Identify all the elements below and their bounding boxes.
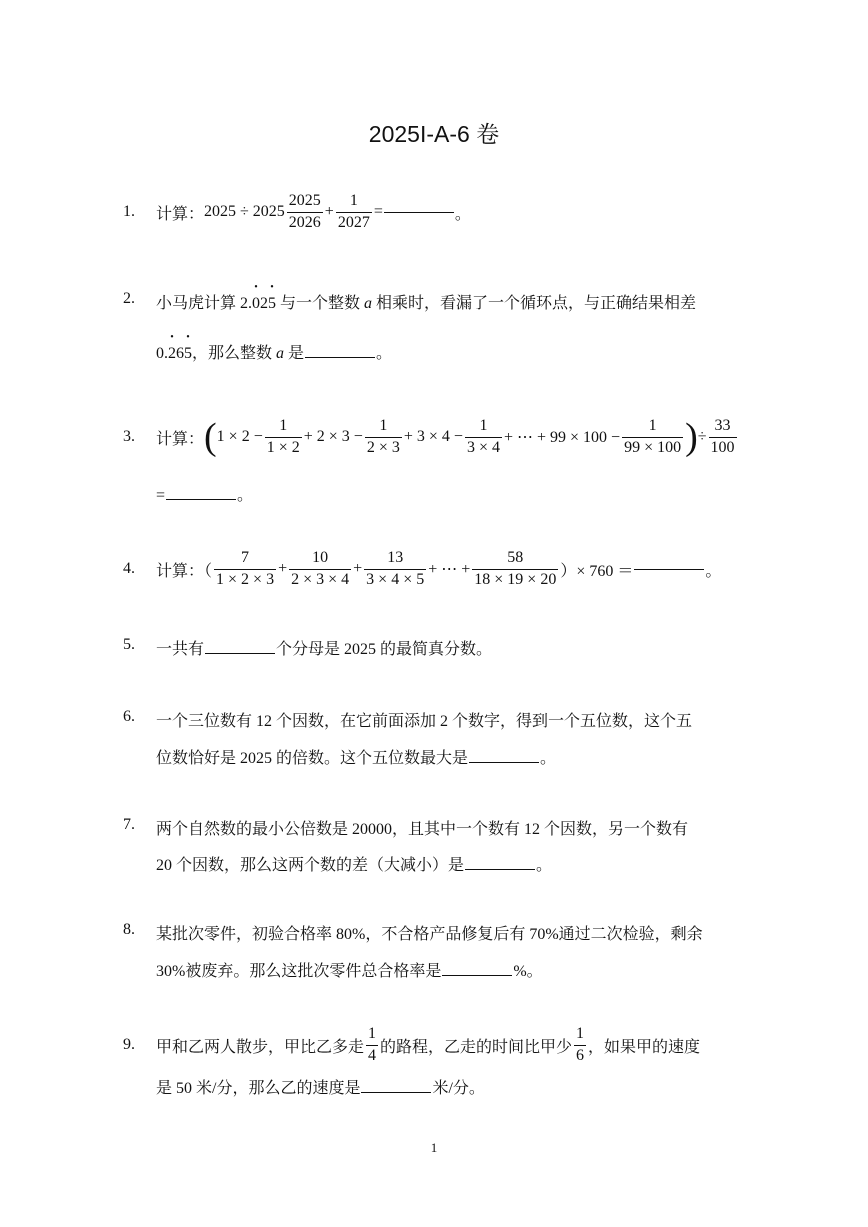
operator: ÷ <box>697 428 707 445</box>
fraction: $\frac{1}{6}$ <box>576 1024 585 1064</box>
digit: 2 <box>260 295 269 312</box>
question-text: 计算：（ <box>156 562 213 580</box>
question-number: 4. <box>123 560 135 577</box>
operator: = <box>373 203 383 220</box>
math-term: 1 × 2 − <box>216 428 263 445</box>
punctuation: 。 <box>237 487 254 504</box>
operator: + <box>324 203 334 220</box>
question-text: 某批次零件，初验合格率 80%，不合格产品修复后有 70%通过二次检验，剩余 <box>156 926 703 943</box>
question-text: 计算： <box>156 205 205 223</box>
fraction: $\frac{1}{2027}$ <box>337 191 370 231</box>
question-number: 7. <box>123 816 135 833</box>
question-text: 小马虎计算 2. <box>156 295 253 312</box>
question-text: 位数恰好是 2025 的倍数。这个五位数最大是 <box>156 750 469 767</box>
fraction: $\frac{1}{2 \times 3}$ <box>366 416 400 456</box>
punctuation: 。 <box>540 750 557 767</box>
punctuation: 。 <box>376 345 393 362</box>
fraction: $\frac{58}{18 \times 19 \times 20}$ <box>474 548 557 588</box>
variable: a <box>276 345 285 362</box>
answer-blank[interactable] <box>634 568 704 570</box>
question-text: 是 <box>288 345 305 362</box>
answer-blank[interactable] <box>465 868 535 870</box>
repeat-dot-digit: • 0 <box>252 295 260 313</box>
answer-blank[interactable] <box>361 1091 431 1093</box>
fraction: $\frac{1}{4}$ <box>368 1024 377 1064</box>
question-text: 一共有 <box>156 641 205 658</box>
math-term: ）× 760 ＝ <box>560 562 634 580</box>
question-text: 一个三位数有 12 个因数，在它前面添加 2 个数字，得到一个五位数，这个五 <box>156 713 693 730</box>
question-4 <box>0 544 868 594</box>
answer-blank[interactable] <box>384 211 454 213</box>
fraction: $\frac{10}{2 \times 3 \times 4}$ <box>291 548 350 588</box>
question-3 <box>0 412 868 504</box>
question-text: 两个自然数的最小公倍数是 20000，且其中一个数有 12 个因数，另一个数有 <box>156 821 689 838</box>
repeat-dot-digit: • 5 <box>268 295 276 313</box>
question-text: ，那么整数 <box>192 345 273 362</box>
punctuation: 。 <box>536 857 553 874</box>
question-text: 的路程，乙走的时间比甲少 <box>380 1038 573 1056</box>
fraction: $\frac{13}{3 \times 4 \times 5}$ <box>366 548 425 588</box>
left-paren: ( <box>204 416 217 458</box>
question-text: 个分母是 2025 的最简真分数。 <box>276 641 493 658</box>
question-number: 1. <box>123 203 135 220</box>
fraction: $\frac{1}{1 \times 2}$ <box>266 416 300 456</box>
decimal: 0. <box>156 345 168 362</box>
question-text: 30%被废弃。那么这批次零件总合格率是 <box>156 963 442 980</box>
operator: + <box>353 560 363 577</box>
question-text: 计算： <box>156 430 205 448</box>
question-text: 20 个因数，那么这两个数的差（大减小）是 <box>156 857 465 874</box>
answer-blank[interactable] <box>205 652 275 654</box>
variable: a <box>364 295 373 312</box>
fraction: $\frac{7}{1 \times 2 \times 3}$ <box>216 548 275 588</box>
punctuation: 。 <box>705 562 722 580</box>
repeat-dot-digit: • 5 <box>184 345 192 363</box>
math-term: + ⋯ + 99 × 100 − <box>503 429 621 446</box>
question-1 <box>0 187 868 237</box>
fraction: $\frac{2025}{2026}$ <box>288 191 321 231</box>
punctuation: 。 <box>454 205 471 223</box>
fraction: $\frac{1}{3 \times 4}$ <box>466 416 500 456</box>
page-title: 2025I-A-6 卷 <box>368 121 500 147</box>
right-paren: ) <box>685 416 698 458</box>
fraction: $\frac{1}{99 \times 100}$ <box>624 416 682 456</box>
question-text: 与一个整数 <box>280 295 361 312</box>
question-number: 2. <box>123 290 135 307</box>
question-text: 相乘时，看漏了一个循环点，与正确结果相差 <box>376 295 697 312</box>
question-text: ，如果甲的速度 <box>588 1038 701 1056</box>
operator: = <box>156 487 166 504</box>
question-9 <box>0 1020 868 1097</box>
math-term: + ⋯ + <box>428 561 471 578</box>
digit: 6 <box>176 345 184 362</box>
page-number: 1 <box>430 1140 438 1155</box>
question-number: 6. <box>123 708 135 725</box>
math-term: + 3 × 4 − <box>403 428 463 445</box>
answer-blank[interactable] <box>305 356 375 358</box>
question-text: 是 50 米/分，那么乙的速度是 <box>156 1080 361 1097</box>
question-number: 8. <box>123 921 135 938</box>
question-text: 甲和乙两人散步，甲比乙多走 <box>156 1038 365 1056</box>
question-number: 3. <box>123 428 135 445</box>
answer-blank[interactable] <box>469 761 539 763</box>
math-term: 2025 ÷ 2025 <box>204 203 285 220</box>
answer-blank[interactable] <box>442 974 512 976</box>
question-number: 9. <box>123 1036 135 1053</box>
answer-blank[interactable] <box>166 498 236 500</box>
operator: + <box>278 560 288 577</box>
punctuation: %。 <box>513 963 543 980</box>
question-text: 米/分。 <box>432 1080 485 1097</box>
fraction: $\frac{33}{100}$ <box>710 416 735 456</box>
repeat-dot-digit: • 2 <box>168 345 176 363</box>
question-number: 5. <box>123 636 135 653</box>
math-term: + 2 × 3 − <box>303 428 363 445</box>
